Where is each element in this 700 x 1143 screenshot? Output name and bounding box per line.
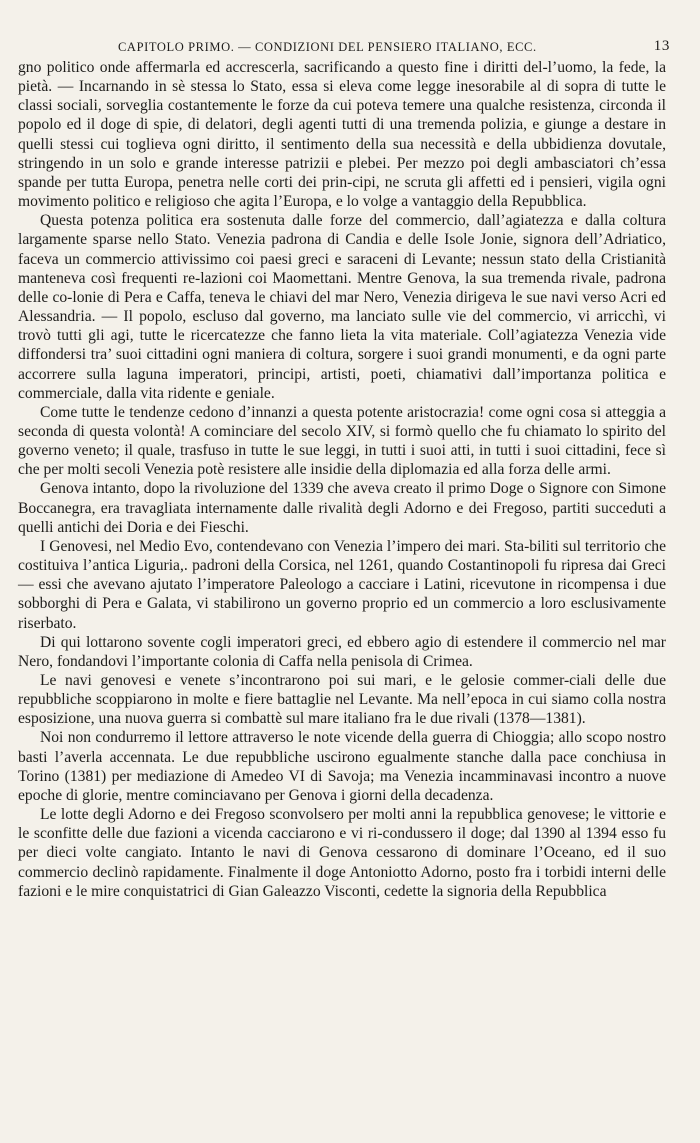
paragraph-naval-rivalry: Le navi genovesi e venete s’incontrarono poi sui mari, e le gelosie commer-ciali delle due repubbliche scoppiarono in molte e fiere battaglie nel Levante. Ma nell’epoca in cui siamo colla nostra esposizione, una nuova guerra si combattè sul mare italiano fra le due rivali (1378—1381). — [18, 672, 666, 728]
running-head — [18, 38, 670, 62]
paragraph-adorno-fregoso: Le lotte degli Adorno e dei Fregoso sconvolsero per molti anni la repubblica genovese; le vittorie e le sconfitte delle due fazioni a vicenda cacciarono e vi ri-condussero il doge; dal 1390 al 1394 esso fu per dieci volte cangiato. Intanto le navi di Genova cessarono di dominare l’Oceano, ed il suo commercio declinò rapidamente. Finalmente il doge Antoniotto Adorno, posto fra i torbidi interni delle fazioni e le mire conquistatrici di Gian Galeazzo Visconti, cedette la signoria della Repubblica — [18, 806, 666, 900]
paragraph-black-sea: Di qui lottarono sovente cogli imperatori greci, ed ebbero agio di estendere il commercio nel mar Nero, fondandovi l’importante colonia di Caffa nella penisola di Crimea. — [18, 633, 666, 670]
paragraph-genoa-1339: Genova intanto, dopo la rivoluzione del 1339 che aveva creato il primo Doge o Signore con Simone Boccanegra, era travagliata internamente dalle rivalità degli Adorno e dei Fregoso, partiti succeduti a quelli antichi dei Doria e dei Fieschi. — [18, 480, 666, 536]
paragraph-chioggia-war: Noi non condurremo il lettore attraverso le note vicende della guerra di Chioggia; allo scopo nostro basti l’averla accennata. Le due repubbliche uscirono egualmente stanche dalla pace conchiusa in Torino (1381) per mediazione di Amedeo VI di Savoja; ma Venezia incamminavasi incontro a nuove epoche di glorie, mentre cominciavano per Genova i giorni della decadenza. — [18, 729, 666, 804]
paragraph-venice-commerce: Questa potenza politica era sostenuta dalle forze del commercio, dall’agiatezza e dalla coltura largamente sparse nello Stato. Venezia padrona di Candia e delle Isole Jonie, signora dell’Adriatico, faceva un commercio attivissimo coi paesi greci e saraceni di Levante; nessun stato della Cristianità manteneva così frequenti re-lazioni coi Maomettani. Mentre Genova, la sua tremenda rivale, padrona delle co-lonie di Pera e Caffa, teneva le chiavi del mar Nero, Venezia dirigeva le sue navi verso Acri ed Alessandria. — Il popolo, escluso dal governo, ma lanciato sulle vie del commercio, vi arricchì, vi trovò tutti gli agi, tutte le ricercatezze che fanno lieta la vita materiale. Coll’agiatezza Venezia vide diffondersi tra’ suoi cittadini ogni maniera di coltura, sorgere i suoi grandi monumenti, e da ogni parte accorrere sulla laguna imperatori, principi, artisti, poeti, chiamativi dall’importanza politica e commerciale, dalla vita ridente e geniale. — [18, 212, 666, 402]
body-text — [18, 58, 666, 901]
paragraph-venetian-government: Come tutte le tendenze cedono d’innanzi a questa potente aristocrazia! come ogni cosa si atteggia a seconda di questa volontà! A cominciare del secolo XIV, si formò quello che fu chiamato lo spirito del governo veneto; il quale, trasfuso in tutte le sue leggi, in tutti i suoi atti, in tutti i suoi cittadini, fece sì che per molti secoli Venezia potè resistere alle insidie della diplomazia ed alla forza delle armi. — [18, 403, 666, 479]
paragraph-genoese-middle-ages: I Genovesi, nel Medio Evo, contendevano con Venezia l’impero dei mari. Sta-biliti sul territorio che costituiva l’antica Liguria,. padroni della Corsica, nel 1261, quando Costantinopoli fu ripresa dai Greci — essi che avevano ajutato l’imperatore Paleologo a cacciare i Latini, ricevutone in ricompensa i due sobborghi di Pera e Galata, vi stabilirono un governo proprio ed un commercio a loro esclusivamente riserbato. — [18, 537, 666, 632]
running-title: CAPITOLO PRIMO. — CONDIZIONI DEL PENSIERO ITALIANO, ECC. — [118, 40, 537, 54]
page-number: 13 — [653, 38, 670, 54]
paragraph-continued: gno politico onde affermarla ed accrescerla, sacrificando a questo fine i diritti del-l’uomo, la fede, la pietà. — Incarnando in sè stessa lo Stato, essa si eleva come legge inesorabile al di sopra di tutte le classi sociali, sorveglia costantemente le forze da cui poteva temere una qualche resistenza, circonda il popolo ed il doge di spie, di delatori, degli agenti tutti di una tremenda polizia, e giunge a destare in quelli stessi cui toglieva ogni diritto, il sentimento della sua necessità e della ubbidienza dovutale, stringendo in un solo e grande interesse patrizii e plebei. Per mezzo poi degli ambasciatori ch’essa spande per tutta Europa, penetra nelle corti dei prin-cipi, ne scruta gli affetti ed i pensieri, vigila ogni movimento politico e religioso che agita l’Europa, e lo volge a vantaggio della Repubblica. — [18, 59, 666, 211]
